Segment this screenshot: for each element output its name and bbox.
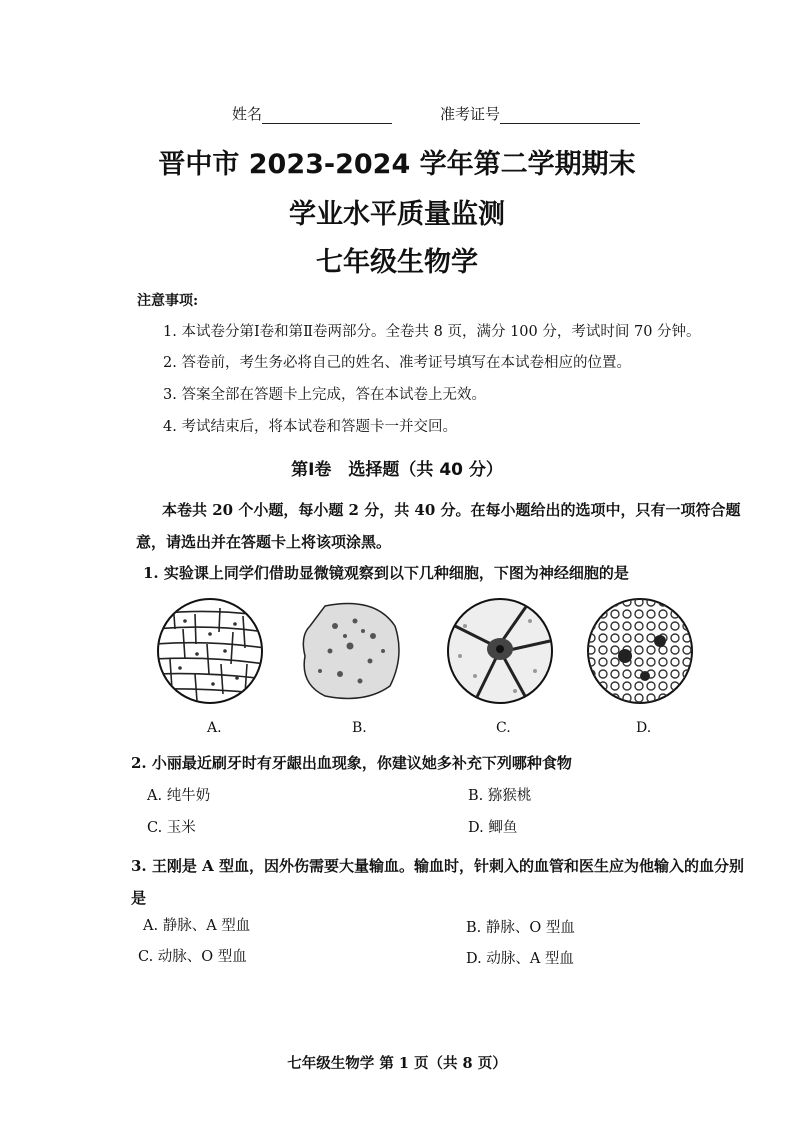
image-label-c: C. [496,720,511,736]
image-label-b: B. [352,720,367,736]
note-item: 1. 本试卷分第Ⅰ卷和第Ⅱ卷两部分。全卷共 8 页，满分 100 分，考试时间 70 分钟。 [163,324,701,340]
notes-heading: 注意事项: [137,293,199,309]
question-2-option-d: D. 鲫鱼 [468,820,518,836]
subject-title: 七年级生物学 [316,247,478,278]
question-2-stem: 2. 小丽最近刷牙时有牙龈出血现象，你建议她多补充下列哪种食物 [131,754,572,772]
exam-title: 晋中市 2023-2024 学年第二学期期末 [158,149,636,180]
exam-id-label: 准考证号 [440,105,501,123]
header-fields [232,103,640,124]
question-2-option-a: A. 纯牛奶 [147,788,211,804]
question-3-option-c: C. 动脉、O 型血 [138,949,247,965]
note-item: 3. 答案全部在答题卡上完成，答在本试卷上无效。 [163,387,486,403]
image-label-a: A. [207,720,222,736]
name-field [232,103,392,124]
question-3-stem: 3. 王刚是 A 型血，因外伤需要大量输血。输血时，针刺入的血管和医生应为他输入的血分别是 [131,857,744,907]
exam-id-field [440,103,640,124]
note-item: 2. 答卷前，考生务必将自己的姓名、准考证号填写在本试卷相应的位置。 [163,355,631,371]
neuron-cell-image [445,596,555,706]
plant-cell-image [155,596,265,706]
question-1-stem: 1. 实验课上同学们借助显微镜观察到以下几种细胞，下图为神经细胞的是 [143,564,629,582]
cell-image-row [155,596,715,706]
exam-subtitle: 学业水平质量监测 [289,199,505,230]
question-3-option-d: D. 动脉、A 型血 [466,951,574,967]
image-label-d: D. [636,720,652,736]
blood-cell-image [585,596,695,706]
tissue-cell-image [295,596,405,706]
section-title: 第Ⅰ卷 选择题（共 40 分） [291,460,503,480]
page-footer: 七年级生物学 第 1 页（共 8 页） [287,1055,507,1072]
question-2-option-c: C. 玉米 [147,820,196,836]
section-intro: 本卷共 20 个小题，每小题 2 分，共 40 分。在每小题给出的选项中，只有一项符合题意，请选出并在答题卡上将该项涂黑。 [136,501,741,551]
exam-id-blank [500,107,640,124]
question-2-option-b: B. 猕猴桃 [468,788,532,804]
name-blank [262,107,392,124]
question-3-option-a: A. 静脉、A 型血 [143,918,251,934]
note-item: 4. 考试结束后，将本试卷和答题卡一并交回。 [163,419,457,435]
question-3-option-b: B. 静脉、O 型血 [466,920,575,936]
name-label: 姓名 [232,105,263,123]
